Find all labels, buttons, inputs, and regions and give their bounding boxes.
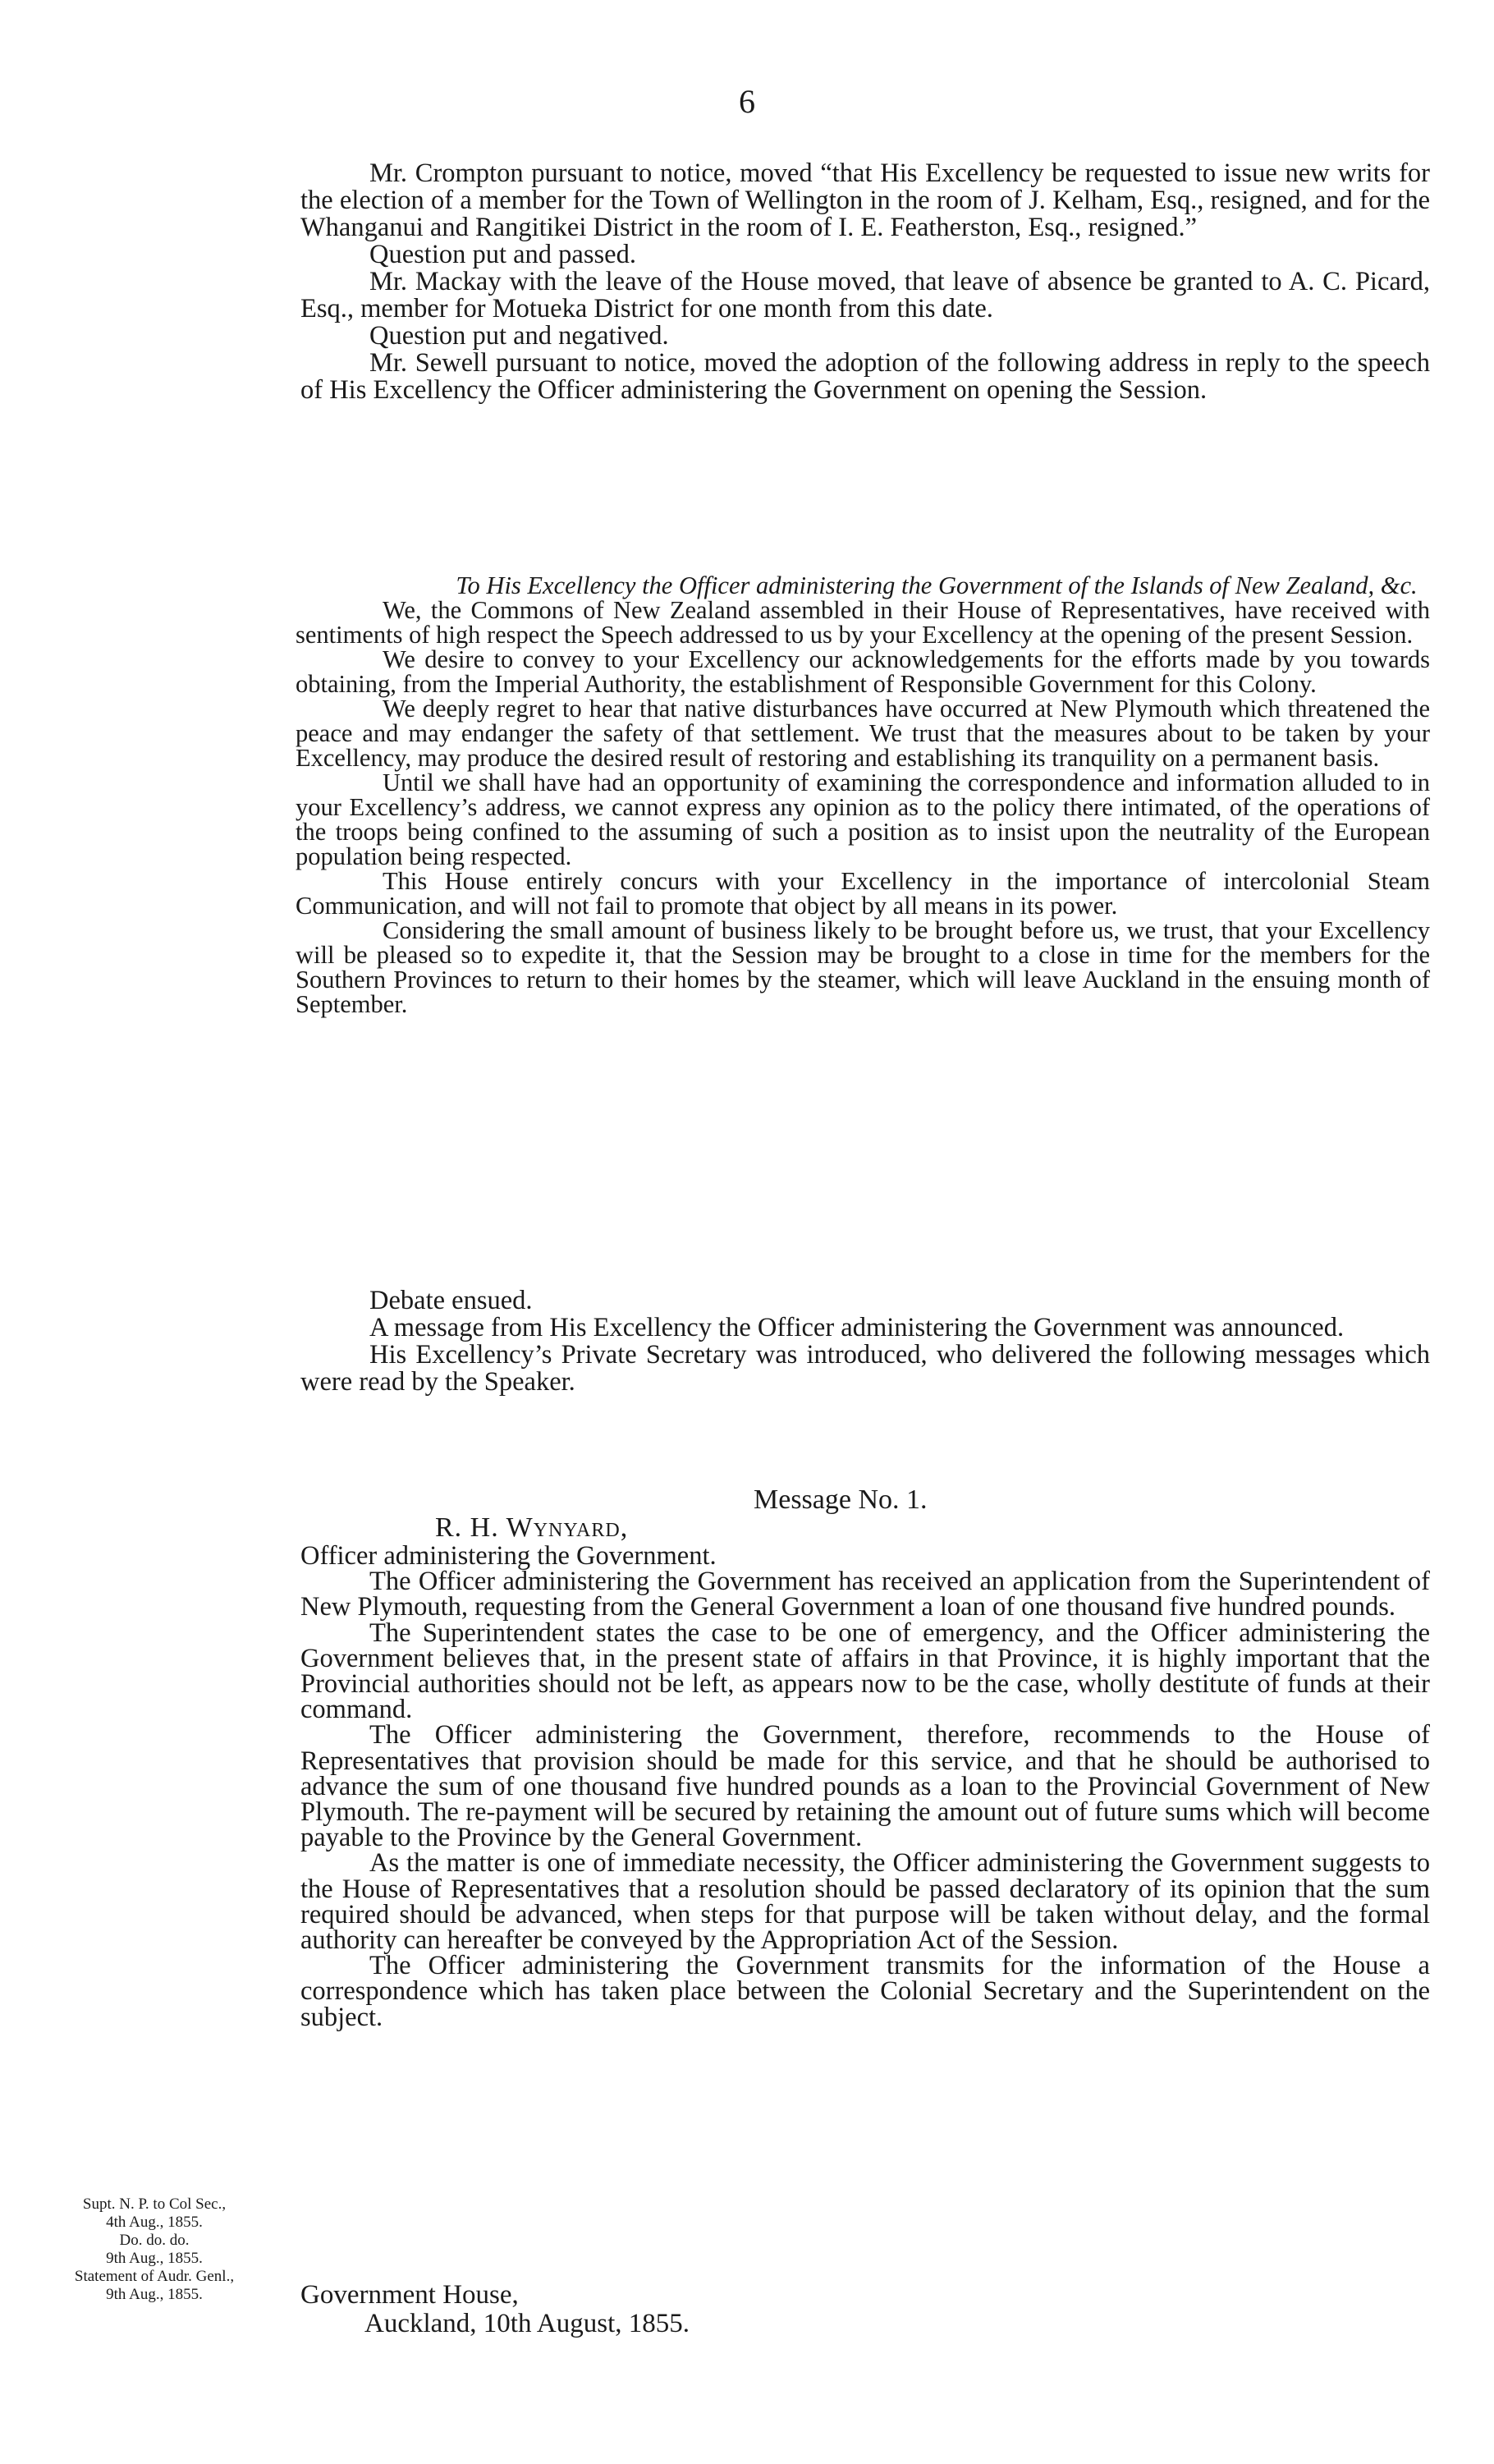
address-paragraph: Considering the small amount of business likely to be brought before us, we trust, that your Excellency will be pleased so to expedite it, that the Session may be brought to a close in time for the members for the Southern Provinces to return to their homes by the steamer, which will leave Auckland in the ensuing month of September. [296, 916, 1430, 1018]
message-paragraph: The Superintendent states the case to be one of emergency, and the Officer administering the Government believes that, in the present state of affairs in that Province, it is highly important that the Provincial authorities should not be left, as appears now to be the case, wholly destitute of funds at their command. [300, 1617, 1430, 1725]
message-paragraph: The Officer administering the Government, therefore, recommends to the House of Representatives that provision should be made for this service, and that he should be authorised to advance the sum of one thousand five hundred pounds as a loan to the Provincial Government of New Plymouth. The re-payment will be secured by retaining the amount out of future sums which will become payable to the Province by the General Government. [300, 1720, 1430, 1853]
message-body [300, 1541, 1430, 2032]
address-paragraph: Until we shall have had an opportunity of examining the correspondence and information alluded to in your Excellency’s address, we cannot express any opinion as to the policy there intimated, of the operations of the troops being confined to the assuming of such a position as to insist upon the neutrality of the European population being respected. [296, 769, 1430, 870]
paragraph: Debate ensued. [369, 1286, 533, 1315]
message-paragraph: The Officer administering the Government transmits for the information of the House a correspondence which has taken place between the Colonial Secretary and the Superintendent on the subject. [300, 1951, 1430, 2032]
address-paragraph: This House entirely concurs with your Excellency in the importance of intercolonial Steam Communication, and will not fail to promote that object by all means in its power. [296, 867, 1430, 920]
paragraph: A message from His Excellency the Officer administering the Government was announced. [369, 1313, 1345, 1342]
paragraph: Question put and negatived. [369, 321, 669, 351]
address-paragraph: We deeply regret to hear that native disturbances have occurred at New Plymouth which threatened the peace and may endanger the safety of that settlement. We trust that the measures about to be taken by your Excellency, may produce the desired result of restoring and establishing its tranquility on a permanent basis. [296, 695, 1430, 772]
message-paragraph: As the matter is one of immediate necessity, the Officer administering the Government suggests to the House of Representatives that a resolution should be passed declaratory of its opinion that the sum required should be advanced, when steps for that purpose will be taken without delay, and the formal authority can hereafter be conveyed by the Appropriation Act of the Session. [300, 1848, 1430, 1956]
message-paragraph: The Officer administering the Government has received an application from the Superintendent of New Plymouth, requesting from the General Government a loan of one thousand five hundred pounds. [300, 1567, 1430, 1622]
address-in-reply [296, 573, 1430, 1016]
page-number: 6 [739, 83, 755, 120]
opening-proceedings [300, 160, 1430, 404]
message-heading: Message No. 1. [754, 1484, 928, 1515]
margin-note-line: Supt. N. P. to Col Sec., [82, 2196, 227, 2213]
signoff-place: Government House, [300, 2280, 519, 2310]
margin-note-line: Do. do. do. [119, 2232, 190, 2249]
address-salutation: To His Excellency the Officer administering the Government of the Islands of New Zealand, &c. [456, 571, 1418, 599]
margin-note-line: 9th Aug., 1855. [106, 2250, 203, 2267]
paragraph: Mr. Mackay with the leave of the House moved, that leave of absence be granted to A. C. Picard, Esq., member for Motueka District for one month from this date. [300, 267, 1430, 323]
signoff-date: Auckland, 10th August, 1855. [364, 2309, 690, 2338]
margin-note [31, 2196, 277, 2304]
address-paragraph: We, the Commons of New Zealand assembled in their House of Representatives, have received with sentiments of high respect the Speech addressed to us by your Excellency at the opening of the present Session. [296, 596, 1430, 649]
margin-note-line: 4th Aug., 1855. [106, 2214, 203, 2231]
address-paragraph: We desire to convey to your Excellency our acknowledgements for the efforts made by you towards obtaining, from the Imperial Authority, the establishment of Responsible Government for this Colony. [296, 645, 1430, 698]
margin-note-line: 9th Aug., 1855. [106, 2286, 203, 2303]
paragraph: His Excellency’s Private Secretary was introduced, who delivered the following messages which were read by the Speaker. [300, 1340, 1430, 1397]
signatory-title: Officer administering the Government. [300, 1541, 717, 1571]
after-address-proceedings [300, 1287, 1430, 1396]
margin-note-line: Statement of Audr. Genl., [74, 2268, 235, 2285]
message-signoff [300, 2281, 690, 2338]
paragraph: Mr. Crompton pursuant to notice, moved “that His Excellency be requested to issue new writs for the election of a member for the Town of Wellington in the room of J. Kelham, Esq., resigned, and for the Whanganui and Rangitikei District in the room of I. E. Featherston, Esq., resigned.” [300, 158, 1430, 242]
message-signatory: R. H. Wynyard, [435, 1512, 629, 1543]
paragraph: Question put and passed. [369, 240, 636, 269]
paragraph: Mr. Sewell pursuant to notice, moved the adoption of the following address in reply to the speech of His Excellency the Officer administering the Government on opening the Session. [300, 348, 1430, 405]
